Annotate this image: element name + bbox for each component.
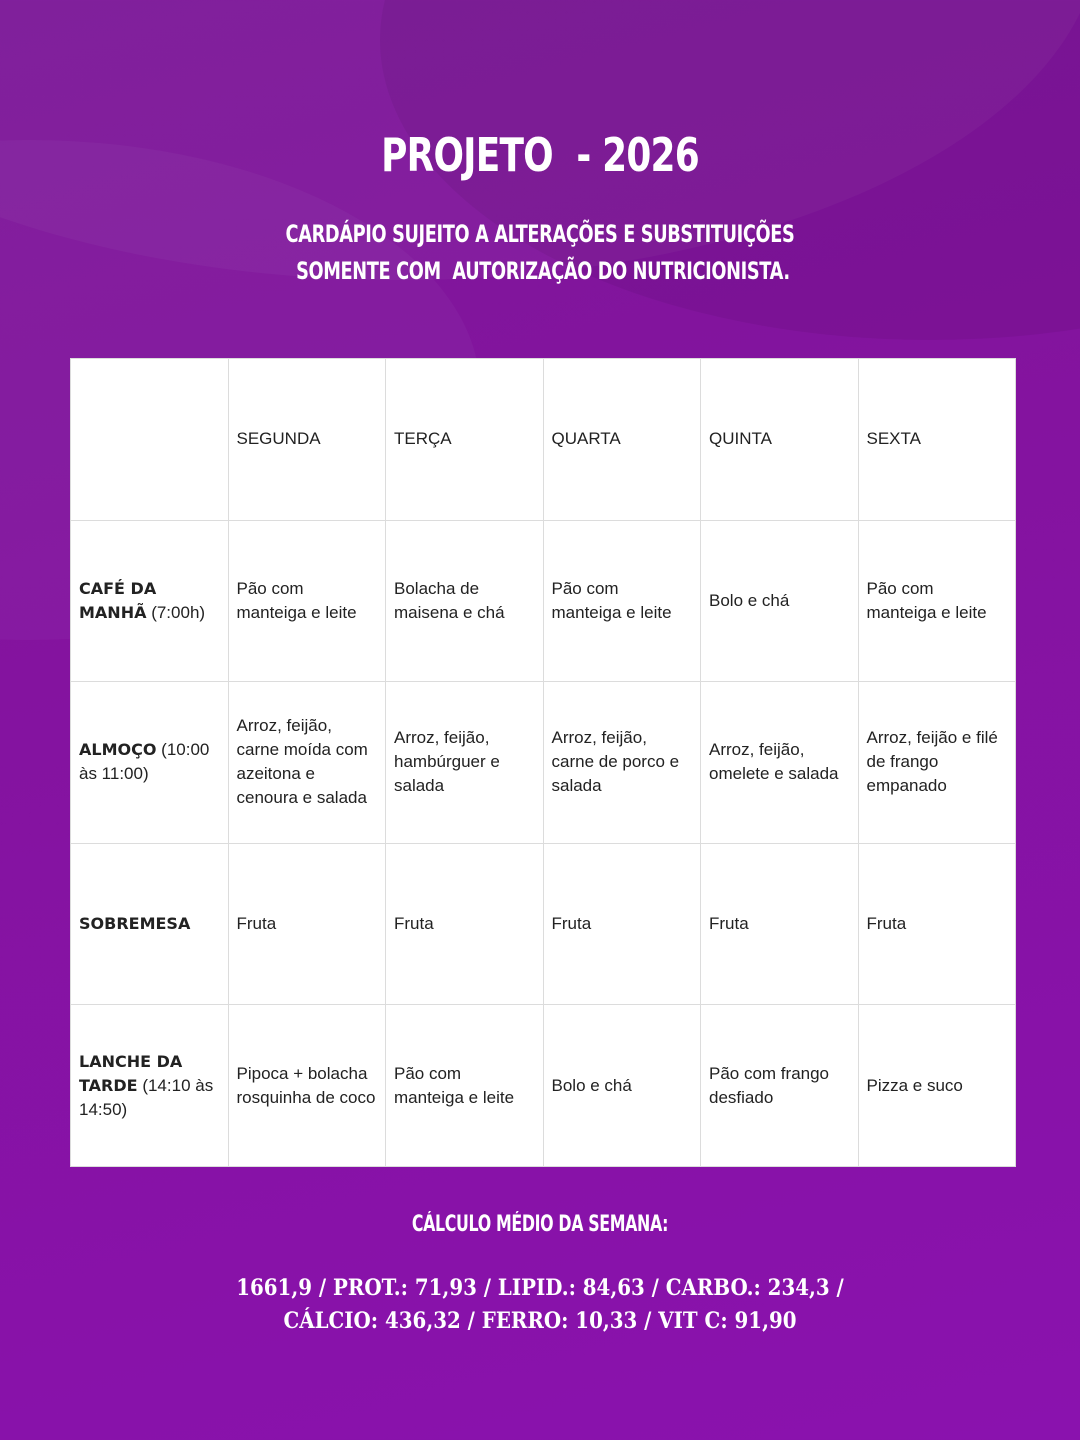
menu-cell: Fruta (228, 843, 386, 1005)
menu-cell: Pão com manteiga e leite (228, 520, 386, 682)
meal-name: LANCHE DA TARDE (79, 1051, 183, 1095)
table-row (71, 1005, 1016, 1167)
meal-name: CAFÉ DA MANHÃ (79, 578, 157, 622)
meal-time: (10:00 às 11:00) (79, 740, 210, 784)
table-row (71, 520, 1016, 682)
meal-name: SOBREMESA (79, 914, 191, 934)
meal-label (71, 843, 229, 1005)
menu-cell: Pão com manteiga e leite (543, 520, 701, 682)
day-header: QUARTA (543, 359, 701, 521)
corner-cell (71, 359, 229, 521)
day-header: SEGUNDA (228, 359, 386, 521)
summary-line: CÁLCIO: 436,32 / FERRO: 10,33 / VIT C: 91,90 (283, 1308, 797, 1334)
nutrition-summary (54, 1272, 1026, 1338)
menu-cell: Fruta (543, 843, 701, 1005)
meal-name: ALMOÇO (79, 740, 157, 760)
menu-cell: Bolacha de maisena e chá (386, 520, 544, 682)
menu-cell: Bolo e chá (543, 1005, 701, 1167)
subtitle-line: CARDÁPIO SUJEITO A ALTERAÇÕES E SUBSTITUIÇÕES (285, 220, 795, 248)
summary-line: 1661,9 / PROT.: 71,93 / LIPID.: 84,63 / CARBO.: 234,3 / (236, 1275, 844, 1301)
menu-cell: Arroz, feijão, carne de porco e salada (543, 682, 701, 844)
menu-cell: Pão com frango desfiado (701, 1005, 859, 1167)
table-row (71, 682, 1016, 844)
table-header-row (71, 359, 1016, 521)
day-header: QUINTA (701, 359, 859, 521)
menu-cell: Fruta (701, 843, 859, 1005)
menu-cell: Arroz, feijão, omelete e salada (701, 682, 859, 844)
meal-label (71, 520, 229, 682)
menu-cell: Arroz, feijão e filé de frango empanado (858, 682, 1016, 844)
menu-cell: Fruta (858, 843, 1016, 1005)
meal-time: (7:00h) (146, 602, 206, 622)
meal-label (71, 1005, 229, 1167)
day-header: SEXTA (858, 359, 1016, 521)
menu-cell: Bolo e chá (701, 520, 859, 682)
menu-cell: Pipoca + bolacha rosquinha de coco (228, 1005, 386, 1167)
meal-time: (14:10 às 14:50) (79, 1075, 214, 1119)
menu-cell: Pão com manteiga e leite (386, 1005, 544, 1167)
menu-cell: Arroz, feijão, hambúrguer e salada (386, 682, 544, 844)
menu-cell: Pão com manteiga e leite (858, 520, 1016, 682)
page-title: PROJETO - 2026 (381, 128, 699, 182)
day-header: TERÇA (386, 359, 544, 521)
table-row (71, 843, 1016, 1005)
menu-cell: Fruta (386, 843, 544, 1005)
page-subtitle (140, 216, 939, 290)
summary-title: CÁLCULO MÉDIO DA SEMANA: (411, 1212, 669, 1237)
meal-label (71, 682, 229, 844)
menu-table (70, 358, 1016, 1167)
menu-cell: Arroz, feijão, carne moída com azeitona e cenoura e salada (228, 682, 386, 844)
subtitle-line: SOMENTE COM AUTORIZAÇÃO DO NUTRICIONISTA. (290, 257, 790, 285)
menu-cell: Pizza e suco (858, 1005, 1016, 1167)
